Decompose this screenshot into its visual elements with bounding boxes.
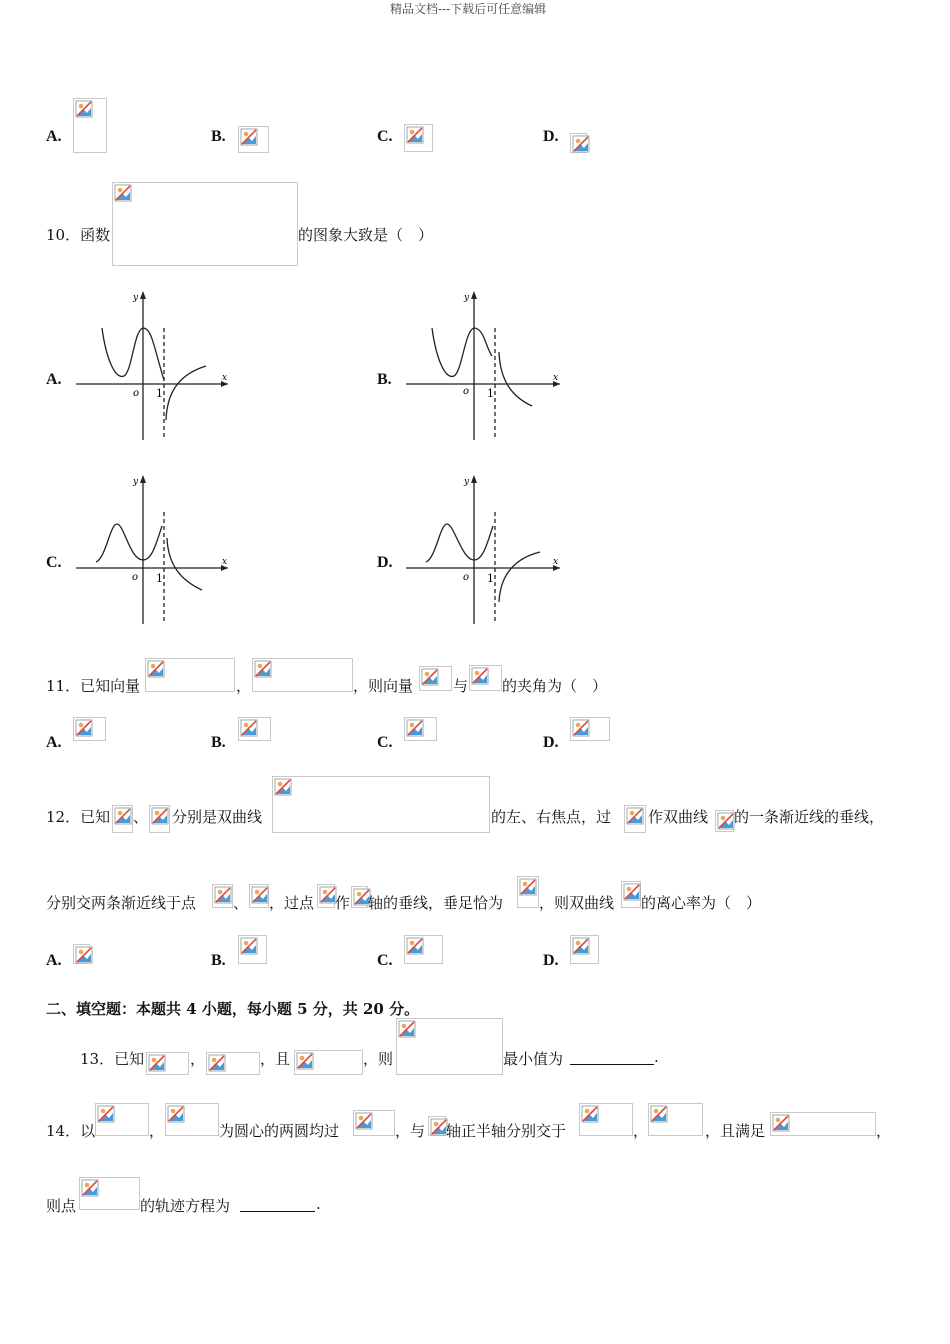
q12-text-3: 分别是双曲线 — [172, 808, 263, 826]
q14-intersect-2-image — [648, 1103, 703, 1136]
broken-image-icon — [572, 719, 590, 737]
q12-option-d-label: D. — [543, 952, 559, 969]
q12-f1-image — [112, 805, 133, 833]
q14-line2-b: 的轨迹方程为 — [140, 1197, 231, 1215]
broken-image-icon — [398, 1020, 416, 1038]
q12-text-6: 的一条渐近线的垂线， — [734, 808, 885, 826]
right-branch-curve — [167, 538, 202, 590]
q14-center-1-image — [95, 1103, 149, 1136]
left-branch-curve — [426, 524, 493, 562]
q11-text-3: ，则向量 — [353, 677, 414, 695]
tick-1-label: 1 — [487, 387, 494, 400]
q10-function-image — [112, 182, 298, 266]
tick-1-label: 1 — [156, 387, 163, 400]
q9-option-a-image — [73, 98, 107, 153]
q13-cond-1-image — [146, 1052, 189, 1075]
x-axis-label: x — [553, 373, 559, 383]
origin-label: o — [133, 388, 140, 399]
q12-c-image — [715, 810, 734, 832]
q14-center-2-image — [165, 1103, 219, 1136]
q11-text-5: 的夹角为（ ） — [502, 677, 608, 695]
q14-answer-blank[interactable] — [240, 1211, 315, 1212]
q13-text-1: 13．已知 — [80, 1050, 145, 1068]
q14-point-image — [353, 1110, 395, 1136]
q9-option-b-label: B. — [211, 128, 226, 145]
broken-image-icon — [240, 937, 258, 955]
y-axis-label: y — [464, 293, 470, 303]
q11-vector-c-image — [419, 666, 452, 691]
left-branch-curve — [102, 328, 164, 380]
q12-option-b-label: B. — [211, 952, 226, 969]
q14-text-3: 为圆心的两圆均过 — [219, 1122, 340, 1140]
q13-text-4: ，则 — [363, 1050, 394, 1068]
origin-label: o — [463, 572, 470, 583]
broken-image-icon — [208, 1054, 226, 1072]
q12-option-a-image — [73, 944, 90, 964]
broken-image-icon — [406, 937, 424, 955]
q11-option-b-image — [238, 717, 271, 741]
broken-image-icon — [114, 184, 132, 202]
broken-image-icon — [81, 1179, 99, 1197]
left-branch-curve — [432, 328, 492, 376]
broken-image-icon — [626, 807, 644, 825]
q10-prefix: 10．函数 — [46, 226, 111, 244]
broken-image-icon — [581, 1105, 599, 1123]
q12-line2-a: 分别交两条渐近线于点 — [46, 894, 197, 912]
tick-1-label: 1 — [156, 572, 163, 585]
q12-hyperbola-equation-image — [272, 776, 490, 833]
broken-image-icon — [772, 1114, 790, 1132]
q11-text-1: 11．已知向量 — [46, 677, 141, 695]
y-axis-label: y — [464, 477, 470, 487]
q9-option-c-image — [404, 124, 433, 152]
broken-image-icon — [519, 878, 537, 896]
q13-expression-image — [396, 1018, 503, 1075]
q10-graph-c — [70, 472, 240, 627]
q9-option-d-label: D. — [543, 128, 559, 145]
q13-text-2: ， — [190, 1050, 206, 1068]
q10-graph-b — [400, 288, 570, 443]
q9-option-a-label: A. — [46, 128, 62, 145]
q9-option-d-image — [570, 133, 587, 153]
q12-c2-image — [621, 881, 641, 908]
q11-text-2: ， — [236, 677, 252, 695]
q11-vector-a-image — [145, 658, 235, 692]
q14-intersect-1-image — [579, 1103, 633, 1136]
broken-image-icon — [167, 1105, 185, 1123]
broken-image-icon — [355, 1112, 373, 1130]
q13-text-5: 最小值为 — [503, 1050, 564, 1068]
q14-line2-c: . — [316, 1195, 321, 1213]
q9-option-c-label: C. — [377, 128, 393, 145]
broken-image-icon — [274, 778, 292, 796]
q10-suffix: 的图象大致是（ ） — [298, 226, 434, 244]
q13-text-3: ，且 — [260, 1050, 291, 1068]
q12-text-1: 12．已知 — [46, 808, 111, 826]
q12-foot-point-image — [517, 876, 539, 908]
broken-image-icon — [148, 1054, 166, 1072]
y-axis-label: y — [133, 477, 139, 487]
x-axis-label: x — [553, 557, 559, 567]
broken-image-icon — [471, 667, 489, 685]
broken-image-icon — [623, 883, 641, 901]
broken-image-icon — [97, 1105, 115, 1123]
q12-line2-f: ，则双曲线 — [539, 894, 615, 912]
broken-image-icon — [75, 719, 93, 737]
q10-option-c-label: C. — [46, 554, 62, 571]
q11-option-d-label: D. — [543, 734, 559, 751]
q10-option-a-label: A. — [46, 371, 62, 388]
q13-answer-blank[interactable] — [570, 1064, 654, 1065]
q14-text-6: ， — [633, 1122, 649, 1140]
q14-condition-image — [770, 1112, 876, 1136]
origin-label: o — [463, 386, 470, 397]
broken-image-icon — [240, 128, 258, 146]
broken-image-icon — [406, 126, 424, 144]
q12-text-4: 的左、右焦点，过 — [491, 808, 612, 826]
broken-image-icon — [251, 886, 269, 904]
q13-text-6: . — [654, 1048, 659, 1066]
q11-vector-b-image — [252, 658, 353, 692]
q12-f2-image — [149, 805, 170, 833]
section-2-title: 二、填空题：本题共 4 小题，每小题 5 分，共 20 分。 — [46, 1000, 420, 1018]
q12-option-c-label: C. — [377, 952, 393, 969]
q13-cond-2-image — [206, 1052, 260, 1075]
q10-option-b-label: B. — [377, 371, 392, 388]
q11-option-a-image — [73, 717, 106, 741]
q12-point-b-image — [249, 884, 269, 908]
broken-image-icon — [572, 135, 590, 153]
q10-graph-d — [400, 472, 570, 627]
broken-image-icon — [717, 812, 735, 830]
q12-option-a-label: A. — [46, 952, 62, 969]
q12-x-axis-image — [351, 886, 368, 908]
q12-point-a2-image — [317, 884, 335, 908]
q12-point-a-image — [212, 884, 233, 908]
broken-image-icon — [572, 937, 590, 955]
q12-text-2: 、 — [133, 808, 149, 826]
q10-graph-a — [70, 288, 240, 443]
q12-f2-point-image — [624, 805, 646, 833]
broken-image-icon — [114, 807, 132, 825]
q14-text-4: ，与 — [395, 1122, 426, 1140]
q12-text-5: 作双曲线 — [648, 808, 709, 826]
q12-line2-e: 轴的垂线，垂足恰为 — [368, 894, 504, 912]
q9-option-b-image — [238, 126, 269, 153]
q14-text-1: 14．以 — [46, 1122, 96, 1140]
right-branch-curve — [499, 552, 540, 602]
q11-text-4: 与 — [453, 677, 469, 695]
q14-y-axis-image — [428, 1116, 446, 1136]
page-header: 精品文档---下载后可任意编辑 — [390, 2, 547, 16]
q14-point-p-image — [79, 1177, 140, 1210]
q11-option-c-image — [404, 717, 437, 741]
broken-image-icon — [240, 719, 258, 737]
q12-line2-g: 的离心率为（ ） — [641, 894, 762, 912]
broken-image-icon — [75, 946, 93, 964]
q12-line2-d: 作 — [335, 894, 351, 912]
q14-text-8: ， — [876, 1122, 892, 1140]
tick-1-label: 1 — [487, 572, 494, 585]
q13-cond-3-image — [294, 1050, 363, 1075]
broken-image-icon — [147, 660, 165, 678]
right-branch-curve — [166, 366, 206, 420]
broken-image-icon — [75, 100, 93, 118]
right-branch-curve — [499, 352, 532, 406]
q12-line2-b: 、 — [233, 894, 249, 912]
q11-option-c-label: C. — [377, 734, 393, 751]
q11-option-b-label: B. — [211, 734, 226, 751]
q14-text-2: ， — [149, 1122, 165, 1140]
broken-image-icon — [296, 1052, 314, 1070]
q11-option-d-image — [570, 717, 610, 741]
x-axis-label: x — [222, 373, 228, 383]
q14-line2-a: 则点 — [46, 1197, 77, 1215]
origin-label: o — [132, 572, 139, 583]
broken-image-icon — [406, 719, 424, 737]
broken-image-icon — [254, 660, 272, 678]
q12-line2-c: ，过点 — [269, 894, 315, 912]
broken-image-icon — [151, 807, 169, 825]
q12-option-c-image — [404, 935, 443, 964]
q12-option-d-image — [570, 935, 599, 964]
broken-image-icon — [214, 886, 232, 904]
x-axis-label: x — [222, 557, 228, 567]
q14-text-7: ，且满足 — [705, 1122, 766, 1140]
q14-text-5: 轴正半轴分别交于 — [446, 1122, 567, 1140]
broken-image-icon — [421, 668, 439, 686]
y-axis-label: y — [133, 293, 139, 303]
q11-vector-d-image — [469, 665, 502, 691]
left-branch-curve — [96, 524, 162, 562]
q11-option-a-label: A. — [46, 734, 62, 751]
broken-image-icon — [650, 1105, 668, 1123]
q10-option-d-label: D. — [377, 554, 393, 571]
q12-option-b-image — [238, 935, 267, 964]
